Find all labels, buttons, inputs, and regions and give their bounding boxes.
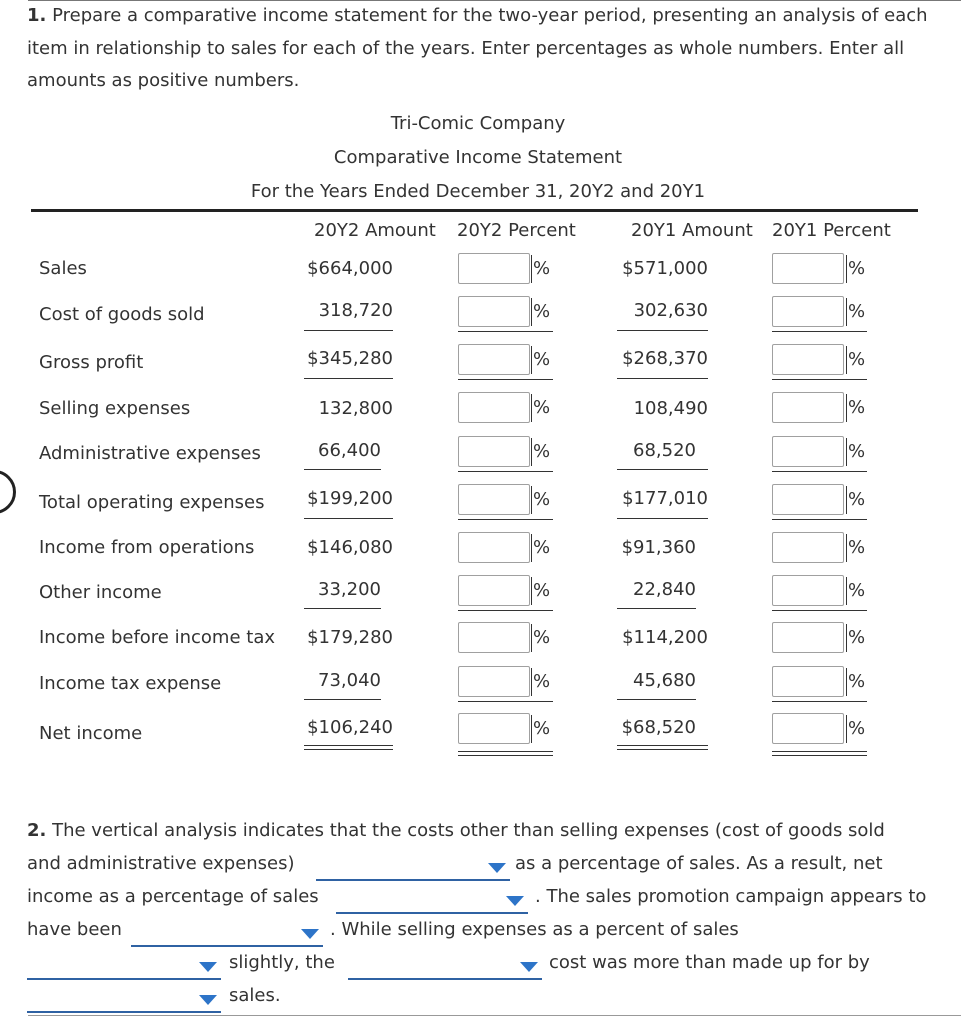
percent-input-20y1-administrative-expenses[interactable] xyxy=(772,436,844,467)
question-2-text-3b: . The sales promotion campaign appears to xyxy=(535,886,927,907)
amount-20y1-income-from-operations: $91,360 xyxy=(621,537,696,558)
percent-sign: % xyxy=(848,349,866,370)
percent-sign: % xyxy=(848,627,866,648)
question-2-text-2b: as a percentage of sales. As a result, net xyxy=(515,853,883,874)
percent-divider xyxy=(846,486,847,514)
percent-divider xyxy=(846,577,847,605)
percent-sign: % xyxy=(533,537,551,558)
percent-sign: % xyxy=(848,489,866,510)
percent-underline xyxy=(458,519,553,520)
percent-divider xyxy=(846,715,847,743)
question-2-text-6a: sales. xyxy=(229,985,281,1006)
percent-input-20y1-income-before-tax[interactable] xyxy=(772,622,844,653)
amount-20y1-administrative-expenses: 68,520 xyxy=(633,440,696,461)
percent-divider xyxy=(531,346,532,374)
percent-sign: % xyxy=(533,441,551,462)
percent-input-20y2-gross-profit[interactable] xyxy=(458,344,530,375)
percent-divider xyxy=(531,534,532,562)
amount-underline xyxy=(304,699,381,700)
amount-underline xyxy=(617,469,708,470)
percent-sign: % xyxy=(533,349,551,370)
percent-divider xyxy=(846,668,847,696)
percent-input-20y1-cogs[interactable] xyxy=(772,296,844,327)
percent-input-20y1-gross-profit[interactable] xyxy=(772,344,844,375)
percent-underline xyxy=(772,471,867,472)
percent-sign: % xyxy=(848,441,866,462)
company-name: Tri-Comic Company xyxy=(390,113,566,134)
percent-input-20y2-selling-expenses[interactable] xyxy=(458,392,530,423)
amount-double-underline xyxy=(617,745,708,750)
amount-20y2-income-tax-expense: 73,040 xyxy=(318,670,381,691)
percent-sign: % xyxy=(533,671,551,692)
amount-underline xyxy=(304,608,381,609)
row-label-sales: Sales xyxy=(39,258,87,279)
amount-20y1-other-income: 22,840 xyxy=(633,579,696,600)
amount-20y1-total-operating-expenses: $177,010 xyxy=(622,488,708,509)
percent-divider xyxy=(531,486,532,514)
scroll-indicator-circle xyxy=(0,470,16,514)
dropdown-costs-change[interactable] xyxy=(316,855,510,881)
col-head-20y1-amount: 20Y1 Amount xyxy=(631,220,753,241)
amount-20y1-cogs: 302,630 xyxy=(633,300,708,321)
percent-sign: % xyxy=(848,671,866,692)
percent-underline xyxy=(458,610,553,611)
dropdown-sales-change[interactable] xyxy=(27,987,221,1013)
percent-double-underline xyxy=(458,751,553,756)
percent-sign: % xyxy=(533,301,551,322)
percent-sign: % xyxy=(533,258,551,279)
dropdown-arrow-icon xyxy=(301,929,319,939)
amount-underline xyxy=(617,330,708,331)
row-label-income-from-operations: Income from operations xyxy=(39,537,255,558)
amount-20y2-total-operating-expenses: $199,200 xyxy=(307,488,393,509)
amount-underline xyxy=(617,378,708,379)
row-label-gross-profit: Gross profit xyxy=(39,352,144,373)
percent-underline xyxy=(458,471,553,472)
dropdown-cost-type[interactable] xyxy=(348,954,542,980)
percent-double-underline xyxy=(772,751,867,756)
percent-sign: % xyxy=(848,397,866,418)
header-rule xyxy=(31,209,918,212)
percent-input-20y2-income-from-operations[interactable] xyxy=(458,532,530,563)
percent-divider xyxy=(846,438,847,466)
question-2-line-1 xyxy=(27,820,885,841)
bottom-border xyxy=(28,1015,961,1016)
question-2-text-3a: income as a percentage of sales xyxy=(27,886,319,907)
percent-sign: % xyxy=(848,258,866,279)
percent-divider xyxy=(846,394,847,422)
percent-divider xyxy=(531,668,532,696)
percent-input-20y2-cogs[interactable] xyxy=(458,296,530,327)
row-label-total-operating-expenses: Total operating expenses xyxy=(39,492,265,513)
col-head-20y1-percent: 20Y1 Percent xyxy=(772,220,891,241)
statement-period: For the Years Ended December 31, 20Y2 and 20Y1 xyxy=(250,181,706,202)
percent-sign: % xyxy=(848,301,866,322)
dropdown-arrow-icon xyxy=(199,995,217,1005)
row-label-selling-expenses: Selling expenses xyxy=(39,398,191,419)
percent-underline xyxy=(458,701,553,702)
percent-input-20y1-selling-expenses[interactable] xyxy=(772,392,844,423)
question-2-text-2a: and administrative expenses) xyxy=(27,853,295,874)
amount-20y1-gross-profit: $268,370 xyxy=(622,348,708,369)
percent-divider xyxy=(531,438,532,466)
percent-underline xyxy=(772,379,867,380)
percent-divider xyxy=(531,394,532,422)
amount-underline xyxy=(304,469,381,470)
percent-underline xyxy=(458,379,553,380)
amount-underline xyxy=(304,330,393,331)
percent-sign: % xyxy=(533,489,551,510)
amount-20y2-sales: $664,000 xyxy=(307,258,393,279)
percent-sign: % xyxy=(533,718,551,739)
percent-underline xyxy=(772,519,867,520)
amount-20y2-income-before-tax: $179,280 xyxy=(307,627,393,648)
percent-divider xyxy=(531,715,532,743)
percent-underline xyxy=(772,331,867,332)
amount-20y2-gross-profit: $345,280 xyxy=(307,348,393,369)
question-1-number: 1. xyxy=(27,5,47,26)
amount-20y2-selling-expenses: 132,800 xyxy=(318,398,393,419)
percent-input-20y2-sales[interactable] xyxy=(458,253,530,284)
question-1-instructions: Prepare a comparative income statement for the two-year period, presenting an analysis of each item in relationship to sales for each of the years. Enter percentages as whole numbers. Enter all amounts as positive numbers. xyxy=(27,5,928,91)
amount-20y2-income-from-operations: $146,080 xyxy=(307,537,393,558)
col-head-20y2-percent: 20Y2 Percent xyxy=(457,220,576,241)
amount-20y1-sales: $571,000 xyxy=(622,258,708,279)
percent-input-20y1-income-tax-expense[interactable] xyxy=(772,666,844,697)
percent-sign: % xyxy=(848,718,866,739)
row-label-income-tax-expense: Income tax expense xyxy=(39,673,222,694)
amount-underline xyxy=(617,518,708,519)
question-2-text-5a: slightly, the xyxy=(229,952,335,973)
dropdown-arrow-icon xyxy=(488,863,506,873)
percent-divider xyxy=(531,298,532,326)
percent-sign: % xyxy=(533,397,551,418)
dropdown-arrow-icon xyxy=(520,962,538,972)
percent-input-20y1-other-income[interactable] xyxy=(772,575,844,606)
amount-20y2-administrative-expenses: 66,400 xyxy=(318,440,381,461)
col-head-20y2-amount: 20Y2 Amount xyxy=(314,220,436,241)
dropdown-campaign-result[interactable] xyxy=(131,921,323,947)
question-2-text-4b: . While selling expenses as a percent of sales xyxy=(330,919,739,940)
percent-input-20y1-total-operating-expenses[interactable] xyxy=(772,484,844,515)
row-label-administrative-expenses: Administrative expenses xyxy=(39,443,261,464)
question-2-text-5b: cost was more than made up for by xyxy=(549,952,870,973)
percent-sign: % xyxy=(533,580,551,601)
percent-divider xyxy=(846,624,847,652)
amount-20y2-other-income: 33,200 xyxy=(318,579,381,600)
amount-20y1-income-tax-expense: 45,680 xyxy=(633,670,696,691)
percent-divider xyxy=(531,255,532,283)
percent-input-20y2-net-income[interactable] xyxy=(458,713,530,744)
amount-underline xyxy=(617,699,696,700)
question-1-text xyxy=(27,0,937,98)
row-label-other-income: Other income xyxy=(39,582,162,603)
percent-input-20y1-net-income[interactable] xyxy=(772,713,844,744)
amount-underline xyxy=(617,608,696,609)
percent-divider xyxy=(846,534,847,562)
row-label-net-income: Net income xyxy=(39,723,143,744)
percent-input-20y2-income-before-tax[interactable] xyxy=(458,622,530,653)
question-2-number: 2. xyxy=(27,820,47,841)
amount-20y2-cogs: 318,720 xyxy=(318,300,393,321)
percent-divider xyxy=(846,298,847,326)
percent-underline xyxy=(772,610,867,611)
dropdown-arrow-icon xyxy=(506,896,524,906)
percent-sign: % xyxy=(848,580,866,601)
amount-double-underline xyxy=(304,745,393,750)
amount-underline xyxy=(304,518,393,519)
statement-title: Comparative Income Statement xyxy=(333,147,623,168)
row-label-cost-of-goods-sold: Cost of goods sold xyxy=(39,304,205,325)
dropdown-arrow-icon xyxy=(199,962,217,972)
percent-input-20y2-other-income[interactable] xyxy=(458,575,530,606)
dropdown-net-income-change[interactable] xyxy=(336,888,528,914)
percent-divider xyxy=(531,624,532,652)
percent-input-20y1-sales[interactable] xyxy=(772,253,844,284)
percent-input-20y2-total-operating-expenses[interactable] xyxy=(458,484,530,515)
percent-divider xyxy=(531,577,532,605)
amount-underline xyxy=(304,378,393,379)
question-2-text-1: The vertical analysis indicates that the costs other than selling expenses (cost of goods sold xyxy=(52,820,885,841)
percent-sign: % xyxy=(533,627,551,648)
dropdown-selling-expenses-change[interactable] xyxy=(27,954,221,980)
amount-20y1-income-before-tax: $114,200 xyxy=(622,627,708,648)
question-2-text-4a: have been xyxy=(27,919,122,940)
percent-underline xyxy=(772,701,867,702)
amount-20y1-net-income: $68,520 xyxy=(621,717,696,738)
percent-sign: % xyxy=(848,537,866,558)
percent-input-20y2-income-tax-expense[interactable] xyxy=(458,666,530,697)
percent-input-20y2-administrative-expenses[interactable] xyxy=(458,436,530,467)
percent-underline xyxy=(458,331,553,332)
percent-input-20y1-income-from-operations[interactable] xyxy=(772,532,844,563)
percent-divider xyxy=(846,255,847,283)
row-label-income-before-income-tax: Income before income tax xyxy=(39,627,275,648)
amount-20y2-net-income: $106,240 xyxy=(307,717,393,738)
percent-divider xyxy=(846,346,847,374)
amount-20y1-selling-expenses: 108,490 xyxy=(633,398,708,419)
